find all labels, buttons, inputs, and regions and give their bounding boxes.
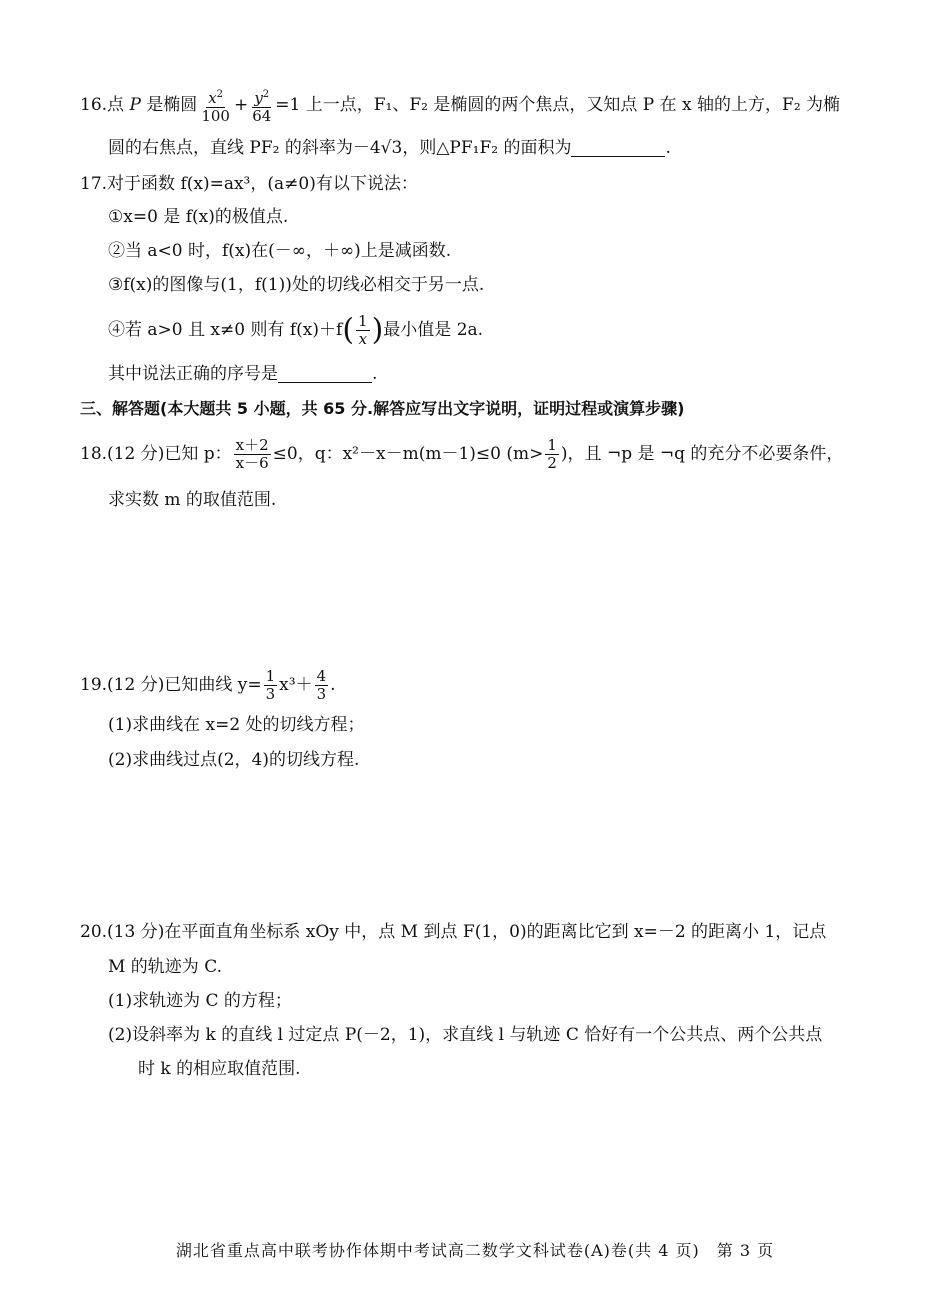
q20-line1 xyxy=(80,920,826,944)
q17-intro: 对于函数 f(x)=ax³，(a≠0)有以下说法： xyxy=(107,174,418,194)
q19-frac2-den: 3 xyxy=(316,685,327,703)
q16-frac-y-den: 64 xyxy=(252,107,272,125)
q17-answer-blank[interactable] xyxy=(278,364,372,383)
q20-part2-line1: (2)设斜率为 k 的直线 l 过定点 P(－2，1)，求直线 l 与轨迹 C 恰好有一个公共点、两个公共点 xyxy=(108,1025,823,1045)
q17-item1: ①x=0 是 f(x)的极值点. xyxy=(108,207,289,227)
q17-item3: ③f(x)的图像与(1，f(1))处的切线必相交于另一点. xyxy=(108,275,485,295)
q20-part1: (1)求轨迹为 C 的方程； xyxy=(108,991,292,1011)
q18-number: 18. xyxy=(80,444,108,464)
q16-frac-x-den: 100 xyxy=(201,107,230,125)
page-footer: 湖北省重点高中联考协作体期中考试高二数学文科试卷(A)卷(共 4 页) 第 3 页 xyxy=(175,1241,775,1260)
q16-answer-blank[interactable] xyxy=(571,138,665,157)
q17-closing-text: 其中说法正确的序号是 xyxy=(108,364,278,384)
q18-line1 xyxy=(80,437,843,472)
q18-fraction-half xyxy=(545,437,559,472)
q17-item4-fraction xyxy=(356,313,370,348)
q16-frac-x-num: x xyxy=(208,89,217,107)
q17-line1 xyxy=(80,172,418,196)
q18-frac-p-num: x＋2 xyxy=(235,436,269,454)
q16-fraction-y: $\frac{y^2}{64}$ xyxy=(250,86,273,125)
q16-line1: 16.点 P 是椭圆 $\frac{x^2}{100}$ + $\frac{y^2}{64}$ =1 上一点，F₁、F₂ 是椭圆的两个焦点，又知点 P 在 x 轴的上方，F₂ 为椭 xyxy=(80,86,840,125)
q20-line2: M 的轨迹为 C. xyxy=(108,957,223,977)
q19-fraction-2 xyxy=(315,668,329,703)
q16-end: . xyxy=(665,138,671,158)
q19-number: 19. xyxy=(80,675,108,695)
q19-text-a: (12 分)已知曲线 y= xyxy=(107,675,262,695)
q19-frac1-den: 3 xyxy=(265,685,276,703)
q18-frac-half-num: 1 xyxy=(547,436,557,454)
q17-number: 17. xyxy=(80,174,108,194)
q17-item4-frac-num: 1 xyxy=(358,312,368,330)
q17-closing xyxy=(108,362,377,386)
q17-item2: ②当 a<0 时，f(x)在(－∞，＋∞)上是减函数. xyxy=(108,241,452,261)
q16-text-a: 点 xyxy=(107,95,125,115)
q17-item4-text-b: 最小值是 2a. xyxy=(383,320,484,340)
q16-number: 16. xyxy=(80,95,108,115)
q19-line1 xyxy=(80,668,336,703)
q17-item4-text-a: ④若 a>0 且 x≠0 则有 f(x)＋f xyxy=(108,320,343,340)
q16-point-p: P xyxy=(129,95,141,115)
q18-frac-p-den: x－6 xyxy=(235,454,269,472)
q17-item4-frac-den: x xyxy=(358,330,368,348)
q16-fraction-x: $\frac{x^2}{100}$ xyxy=(199,86,232,125)
q19-part2: (2)求曲线过点(2，4)的切线方程. xyxy=(108,750,360,770)
q19-frac2-num: 4 xyxy=(316,667,327,685)
q19-frac1-num: 1 xyxy=(265,667,276,685)
q18-frac-half-den: 2 xyxy=(547,454,557,472)
q18-line2: 求实数 m 的取值范围. xyxy=(108,490,277,510)
q18-text-a: (12 分)已知 p： xyxy=(107,444,232,464)
q16-line2 xyxy=(108,136,671,160)
section-3-heading: 三、解答题(本大题共 5 小题，共 65 分.解答应写出文字说明，证明过程或演算步骤) xyxy=(80,399,685,418)
q16-text-line2: 圆的右焦点，直线 PF₂ 的斜率为－4√3，则△PF₁F₂ 的面积为 xyxy=(108,138,572,158)
q18-text-b: ≤0，q：x²－x－m(m－1)≤0 (m> xyxy=(272,444,544,464)
q20-part2-line2: 时 k 的相应取值范围. xyxy=(138,1059,301,1079)
q20-number: 20. xyxy=(80,922,108,942)
q19-fraction-1 xyxy=(264,668,278,703)
q19-text-b: x³＋ xyxy=(279,675,313,695)
q18-fraction-p xyxy=(234,437,271,472)
q20-text-line1: (13 分)在平面直角坐标系 xOy 中，点 M 到点 F(1，0)的距离比它到 x=－2 的距离小 1，记点 xyxy=(107,922,827,942)
q19-text-c: . xyxy=(330,675,336,695)
q16-frac-y-num: y xyxy=(254,89,263,107)
q16-text-b: 是椭圆 xyxy=(146,95,198,115)
q16-text-c: =1 上一点，F₁、F₂ 是椭圆的两个焦点，又知点 P 在 x 轴的上方，F₂ 为椭 xyxy=(275,95,841,115)
q17-end: . xyxy=(372,364,378,384)
q17-item4: ④若 a>0 且 x≠0 则有 f(x)＋f( $\frac{1}{x}$ )最小值是 2a. xyxy=(108,312,484,348)
q19-part1: (1)求曲线在 x=2 处的切线方程； xyxy=(108,715,365,735)
q18-text-c: )，且 ¬p 是 ¬q 的充分不必要条件， xyxy=(560,444,844,464)
